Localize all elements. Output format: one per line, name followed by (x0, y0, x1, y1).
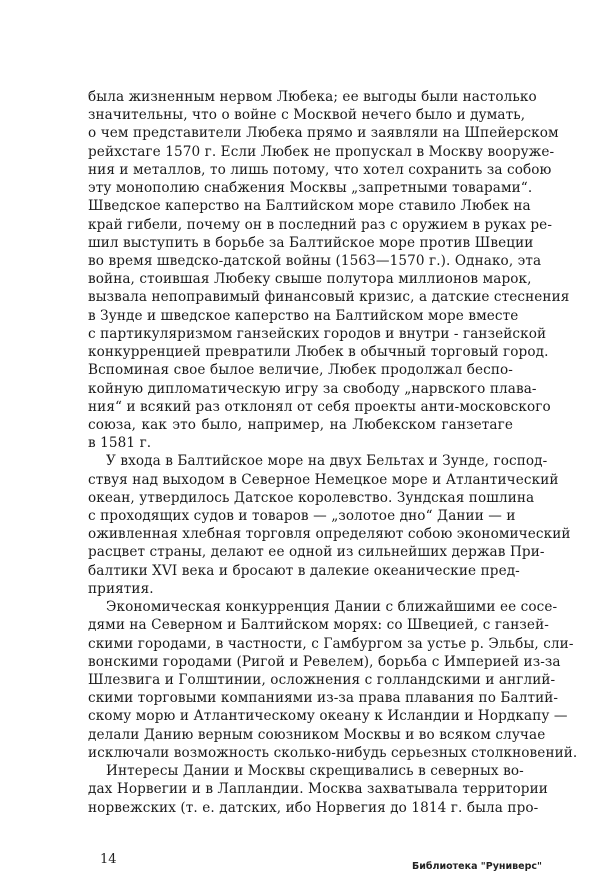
paragraph (88, 452, 571, 598)
page-number: 14 (100, 852, 117, 867)
text-line: была жизненным нервом Любека; ее выгоды были настолько (88, 89, 537, 105)
text-line: о чем представители Любека прямо и заявляли на Шпейерском (88, 125, 559, 142)
text-line: вызвала непоправимый финансовый кризис, а датские стеснения (88, 289, 570, 306)
text-line: в 1581 г. (88, 435, 152, 452)
text-line: исключали возможность сколько-нибудь серьезных столкновений. (88, 744, 578, 761)
text-line: дями на Северном и Балтийском морях: со Швецией, с ганзей- (88, 617, 549, 634)
text-line: с партикуляризмом ганзейских городов и внутри - ганзейской (88, 325, 547, 342)
text-line: океан, утвердилось Датское королевство. Зундская пошлина (88, 489, 535, 506)
text-line: во время шведско-датской войны (1563—1570 г.). Однако, эта (88, 252, 542, 269)
text-line: вонскими городами (Ригой и Ревелем), борьба с Империей из-за (88, 653, 561, 670)
text-line: делали Данию верным союзником Москвы и во всяком случае (88, 726, 546, 743)
text-line: значительны, что о войне с Москвой нечего было и думать, (88, 107, 526, 124)
text-line: шил выступить в борьбе за Балтийское море против Швеции (88, 234, 534, 251)
text-line: эту монополию снабжения Москвы „запретными товарами“. (88, 180, 533, 197)
text-line: союза, как это было, например, на Любекском ганзетаге (88, 416, 513, 433)
text-line: норвежских (т. е. датских, ибо Норвегия до 1814 г. была про- (88, 799, 539, 816)
paragraph (88, 88, 570, 452)
text-line: дах Норвегии и в Лапландии. Москва захватывала территории (88, 781, 548, 798)
text-line: ния“ и всякий раз отклонял от себя проекты анти-московского (88, 398, 551, 415)
text-line: балтики XVI века и бросают в далекие океанические пред- (88, 562, 520, 579)
library-watermark: Библиотека "Руниверс" (412, 861, 542, 872)
text-line: У входа в Балтийское море на двух Бельтах и Зунде, господ- (106, 453, 548, 470)
text-line: ния и металлов, то лишь потому, что хотел сохранить за собою (88, 161, 552, 178)
page-body (88, 88, 578, 817)
text-line: расцвет страны, делают ее одной из сильнейших держав При- (88, 544, 545, 561)
text-line: конкурренцией превратили Любек в обычный торговый город. (88, 344, 549, 361)
text-line: койную дипломатическую игру за свободу „нарвского плава- (88, 380, 537, 397)
text-line: Вспоминая свое былое величие, Любек продолжал беспо- (88, 362, 513, 379)
text-line: приятия. (88, 580, 154, 597)
text-line: Экономическая конкурренция Дании с ближайшими ее сосе- (106, 599, 558, 616)
text-line: ствуя над выходом в Северное Немецкое море и Атлантический (88, 471, 559, 488)
text-line: Шлезвига и Голштинии, осложнения с голландскими и англий- (88, 672, 556, 688)
text-line: рейхстаге 1570 г. Если Любек не пропускал в Москву вооруже- (88, 143, 555, 160)
text-line: в Зунде и шведское каперство на Балтийском море вместе (88, 307, 519, 324)
text-line: с проходящих судов и товаров — „золотое дно“ Дании — и (88, 508, 516, 525)
text-line: скими городами, в частности, с Гамбургом за устье р. Эльбы, сли- (88, 635, 574, 652)
paragraph (88, 762, 548, 817)
text-line: Шведское каперство на Балтийском море ставило Любек на (88, 198, 531, 215)
text-line: край гибели, почему он в последний раз с оружием в руках ре- (88, 216, 553, 233)
text-line: Интересы Дании и Москвы скрещивались в северных во- (106, 763, 524, 780)
text-line: скому морю и Атлантическому океану к Исландии и Нордкапу — (88, 708, 568, 725)
text-line: война, стоившая Любеку свыше полутора миллионов марок, (88, 271, 532, 288)
text-line: оживленная хлебная торговля определяют собою экономический (88, 526, 571, 543)
paragraph (88, 598, 578, 762)
text-line: скими торговыми компаниями из-за права плавания по Балтий- (88, 690, 559, 707)
